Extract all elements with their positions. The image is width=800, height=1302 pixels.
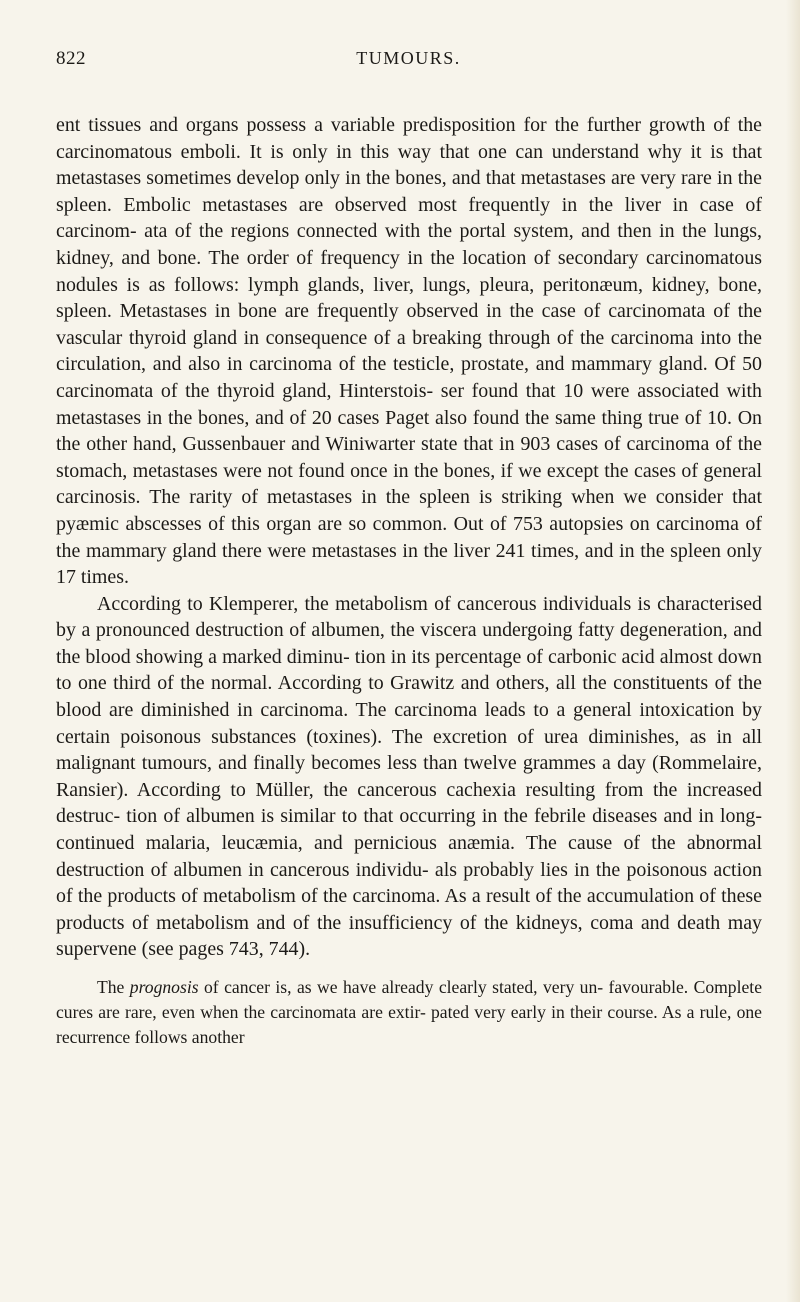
prognosis-text: of cancer is, as we have already clearly stated, very un- favourable. Complete cures are rare, even when the carcinomata are extir- pated very early in their course. As a rule, one recurrence follows another (56, 977, 762, 1047)
paragraph-metastases: ent tissues and organs possess a variable predisposition for the further growth of the carcinomatous emboli. It is only in this way that one can understand why it is that metastases sometimes develop only in the bones, and that metastases are very rare in the spleen. Embolic metastases are observed most frequently in the liver in case of carcinom- ata of the regions connected with the portal system, and then in the lungs, kidney, and bone. The order of frequency in the location of secondary carcinomatous nodules is as follows: lymph glands, liver, lungs, pleura, peritonæum, kidney, bone, spleen. Metastases in bone are frequently observed in the case of carcinomata of the vascular thyroid gland in consequence of a breaking through of the carcinoma into the circulation, and also in carcinoma of the testicle, prostate, and mammary gland. Of 50 carcinomata of the thyroid gland, Hinterstois- ser found that 10 were associated with metastases in the bones, and of 20 cases Paget also found the same thing true of 10. On the other hand, Gussenbauer and Winiwarter state that in 903 cases of carcinoma of the stomach, metastases were not found once in the bones, if we except the cases of general carcinosis. The rarity of metastases in the spleen is striking when we consider that pyæmic abscesses of this organ are so common. Out of 753 autopsies on carcinoma of the mammary gland there were metastases in the liver 241 times, and in the spleen only 17 times. (56, 114, 762, 589)
paragraph-metabolism: According to Klemperer, the metabolism of cancerous individuals is characterised by a pronounced destruction of albumen, the viscera undergoing fatty degeneration, and the blood showing a marked diminu- tion in its percentage of carbonic acid almost down to one third of the normal. According to Grawitz and others, all the constituents of the blood are diminished in carcinoma. The carcinoma leads to a general intoxication by certain poisonous substances (toxines). The excretion of urea diminishes, as in all malignant tumours, and finally becomes less than twelve grammes a day (Rommelaire, Ransier). According to Müller, the cancerous cachexia resulting from the increased destruc- tion of albumen is similar to that occurring in the febrile diseases and in long-continued malaria, leucæmia, and pernicious anæmia. The cause of the abnormal destruction of albumen in cancerous individu- als probably lies in the poisonous action of the products of metabolism of the carcinoma. As a result of the accumulation of these products of metabolism and of the insufficiency of the kidneys, coma and death may supervene (see pages 743, 744). (56, 592, 762, 961)
paragraph-prognosis (56, 975, 762, 1050)
page-edge-shadow (786, 0, 800, 1302)
page-header (56, 48, 761, 78)
running-head: TUMOURS. (356, 48, 461, 68)
prognosis-lead: The (97, 977, 130, 997)
page-body (56, 112, 762, 1050)
page-number: 822 (56, 48, 86, 69)
prognosis-term: prognosis (129, 977, 199, 997)
